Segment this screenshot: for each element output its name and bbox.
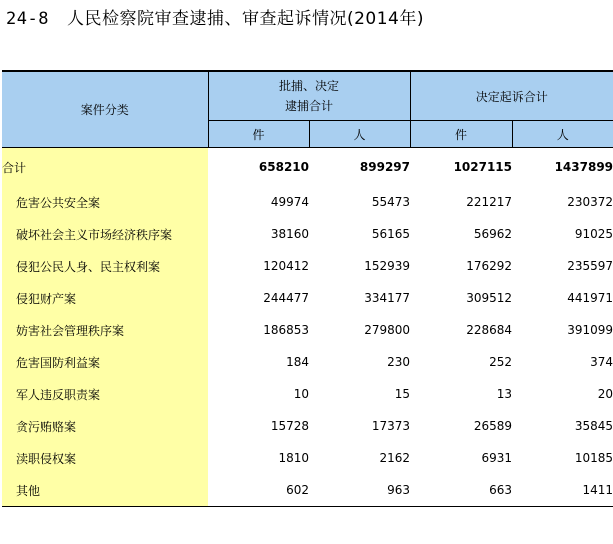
category-label: 渎职侵权案 xyxy=(2,442,208,474)
value-cell: 230 xyxy=(387,355,411,369)
value-cell: 6931 xyxy=(481,451,513,465)
table-row xyxy=(2,282,613,314)
value-cell: 1437899 xyxy=(554,160,613,174)
value-cell: 176292 xyxy=(466,259,513,273)
prosecution-group-header: 决定起诉合计 xyxy=(410,71,613,121)
arrest-header-line2: 逮捕合计 xyxy=(285,99,334,113)
value-cell: 235597 xyxy=(567,259,613,273)
value-cell: 56962 xyxy=(473,227,513,241)
value-cell: 15 xyxy=(394,387,411,401)
value-cell: 56165 xyxy=(371,227,411,241)
category-label: 侵犯财产案 xyxy=(2,282,208,314)
value-cell: 120412 xyxy=(263,259,309,273)
value-cell: 663 xyxy=(410,474,512,507)
category-label: 危害国防利益案 xyxy=(2,346,208,378)
table-row xyxy=(2,218,613,250)
value-cell: 334177 xyxy=(364,291,411,305)
value-cell: 391099 xyxy=(567,323,613,337)
category-header: 案件分类 xyxy=(2,71,208,148)
table-row xyxy=(2,474,613,507)
category-label: 妨害社会管理秩序案 xyxy=(2,314,208,346)
category-label: 军人违反职责案 xyxy=(2,378,208,410)
value-cell: 279800 xyxy=(364,323,411,337)
value-cell: 658210 xyxy=(258,160,309,174)
value-cell: 20 xyxy=(597,387,613,401)
value-cell: 244477 xyxy=(263,291,309,305)
page-title xyxy=(6,4,424,29)
value-cell: 1411 xyxy=(512,474,613,507)
value-cell: 91025 xyxy=(574,227,613,241)
value-cell: 230372 xyxy=(567,195,613,209)
category-label: 合计 xyxy=(2,148,208,187)
stats-table xyxy=(2,70,613,507)
value-cell: 252 xyxy=(489,355,513,369)
value-cell: 26589 xyxy=(473,419,513,433)
value-cell: 10185 xyxy=(574,451,613,465)
table-row xyxy=(2,250,613,282)
category-label: 危害公共安全案 xyxy=(2,186,208,218)
table-title: 人民检察院审查逮捕、审查起诉情况(2014年) xyxy=(66,9,424,29)
table-row xyxy=(2,346,613,378)
value-cell: 1810 xyxy=(278,451,309,465)
value-cell: 963 xyxy=(309,474,410,507)
table-row xyxy=(2,442,613,474)
value-cell: 221217 xyxy=(466,195,513,209)
category-label: 破坏社会主义市场经济秩序案 xyxy=(2,218,208,250)
table-row xyxy=(2,378,613,410)
table-row xyxy=(2,314,613,346)
value-cell: 1027115 xyxy=(453,160,513,174)
value-cell: 228684 xyxy=(466,323,513,337)
category-label: 其他 xyxy=(2,474,208,507)
value-cell: 13 xyxy=(496,387,513,401)
unit-header-persons: 人 xyxy=(512,121,613,148)
value-cell: 49974 xyxy=(270,195,309,209)
value-cell: 602 xyxy=(208,474,309,507)
unit-header-cases: 件 xyxy=(410,121,512,148)
arrest-group-header xyxy=(208,71,410,121)
category-label: 贪污贿赂案 xyxy=(2,410,208,442)
value-cell: 374 xyxy=(590,355,613,369)
value-cell: 899297 xyxy=(359,160,411,174)
table-row xyxy=(2,186,613,218)
value-cell: 15728 xyxy=(270,419,309,433)
unit-header-cases: 件 xyxy=(208,121,309,148)
arrest-header-line1: 批捕、决定 xyxy=(279,79,340,93)
value-cell: 2162 xyxy=(379,451,411,465)
table-row xyxy=(2,410,613,442)
unit-header-persons: 人 xyxy=(309,121,410,148)
table-body xyxy=(2,148,613,507)
value-cell: 55473 xyxy=(371,195,411,209)
value-cell: 184 xyxy=(286,355,309,369)
value-cell: 38160 xyxy=(270,227,309,241)
value-cell: 186853 xyxy=(263,323,309,337)
value-cell: 441971 xyxy=(567,291,613,305)
table-number: 24-8 xyxy=(6,9,49,29)
value-cell: 35845 xyxy=(574,419,613,433)
value-cell: 152939 xyxy=(364,259,411,273)
category-label: 侵犯公民人身、民主权利案 xyxy=(2,250,208,282)
value-cell: 309512 xyxy=(466,291,513,305)
value-cell: 10 xyxy=(293,387,309,401)
total-row xyxy=(2,148,613,187)
value-cell: 17373 xyxy=(371,419,411,433)
